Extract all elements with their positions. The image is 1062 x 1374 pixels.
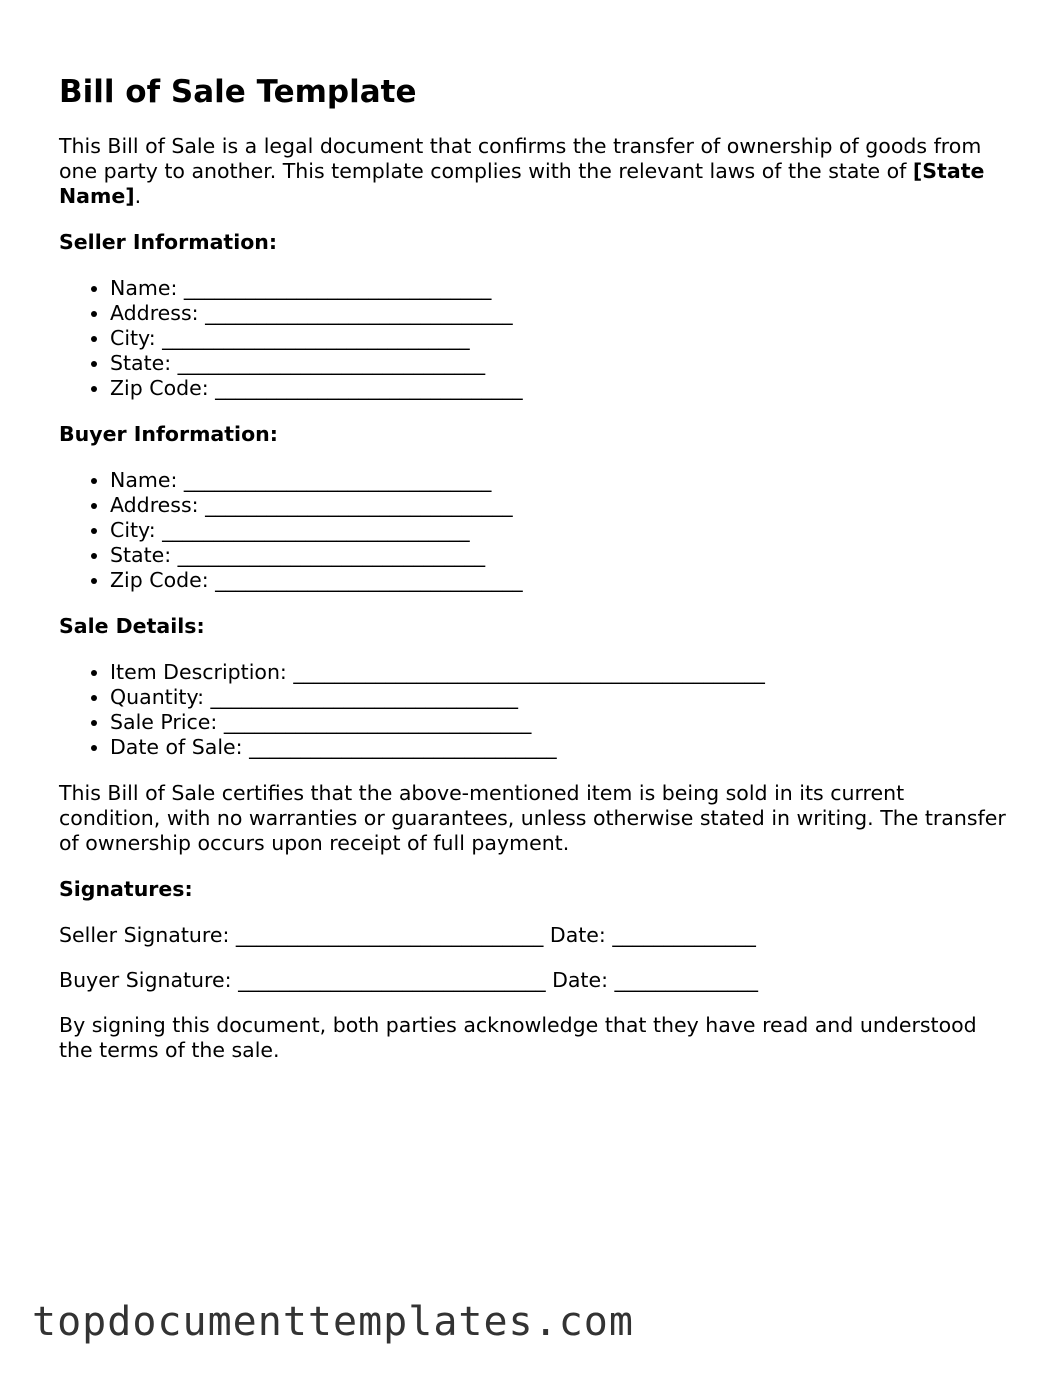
seller-address-field: • Address: ______________________________ [110, 301, 1009, 326]
buyer-city-field: • City: ______________________________ [110, 518, 1009, 543]
document-page [59, 70, 1009, 1084]
buyer-fields [59, 468, 1009, 593]
seller-name-field: • Name: ______________________________ [110, 276, 1009, 301]
sale-price-field: • Sale Price: ______________________________ [110, 710, 1009, 735]
watermark: topdocumenttemplates.com [32, 1299, 634, 1345]
buyer-heading: Buyer Information: [59, 422, 278, 446]
intro-text: This Bill of Sale is a legal document that confirms the transfer of ownership of goods from one party to another. This template complies with the relevant laws of the state of [59, 134, 982, 183]
seller-signature-line: Seller Signature: ______________________________ Date: ______________ [59, 923, 756, 947]
sale-heading: Sale Details: [59, 614, 205, 638]
date-of-sale-field: • Date of Sale: ______________________________ [110, 735, 1009, 760]
buyer-state-field: • State: ______________________________ [110, 543, 1009, 568]
buyer-signature-line: Buyer Signature: ______________________________ Date: ______________ [59, 968, 759, 992]
buyer-name-field: • Name: ______________________________ [110, 468, 1009, 493]
acknowledgement-paragraph: By signing this document, both parties acknowledge that they have read and understood the terms of the sale. [59, 1013, 977, 1062]
buyer-zip-field: • Zip Code: ______________________________ [110, 568, 1009, 593]
certification-paragraph: This Bill of Sale certifies that the above-mentioned item is being sold in its current condition, with no warranties or guarantees, unless otherwise stated in writing. The transfer of ownership occurs upon receipt of full payment. [59, 781, 1006, 855]
sale-fields [59, 660, 1009, 760]
seller-zip-field: • Zip Code: ______________________________ [110, 376, 1009, 401]
seller-state-field: • State: ______________________________ [110, 351, 1009, 376]
intro-end: . [134, 184, 142, 208]
seller-fields [59, 276, 1009, 401]
seller-city-field: • City: ______________________________ [110, 326, 1009, 351]
seller-heading: Seller Information: [59, 230, 278, 254]
item-description-field: • Item Description: ______________________________________________ [110, 660, 1009, 685]
signatures-heading: Signatures: [59, 877, 193, 901]
page-title: Bill of Sale Template [59, 74, 417, 110]
intro-paragraph [59, 134, 1009, 209]
state-placeholder: [State Name] [59, 159, 985, 208]
quantity-field: • Quantity: ______________________________ [110, 685, 1009, 710]
buyer-address-field: • Address: ______________________________ [110, 493, 1009, 518]
